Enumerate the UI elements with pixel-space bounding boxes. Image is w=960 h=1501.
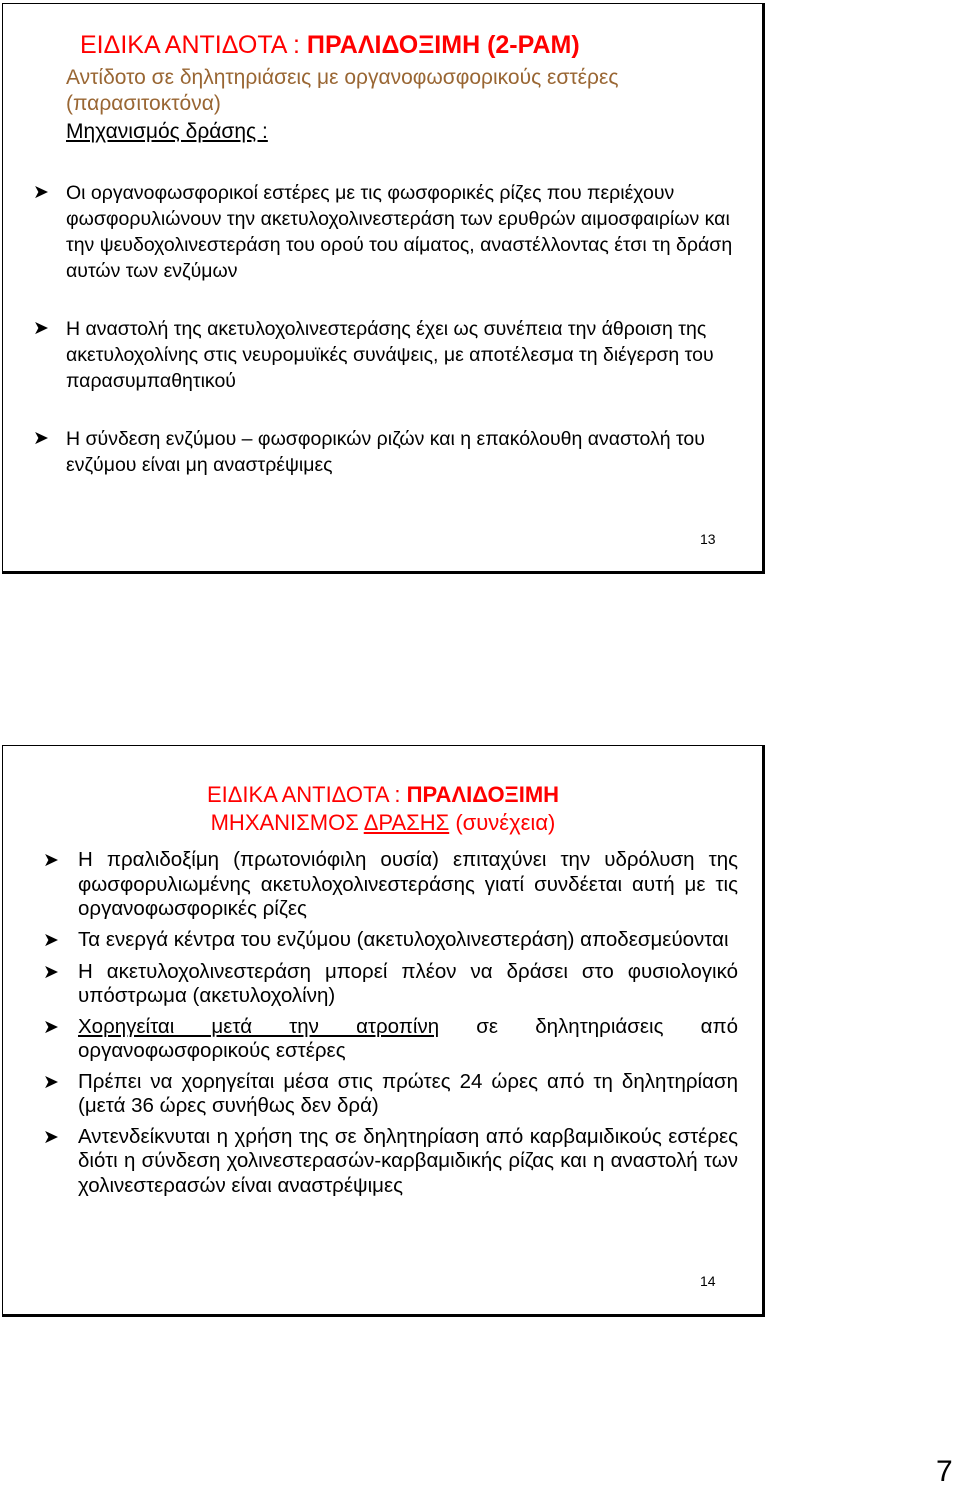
list-item bbox=[43, 848, 738, 922]
bullet-text-underlined: Χορηγείται μετά την ατροπίνη bbox=[78, 1014, 440, 1038]
arrowhead-outline-icon: ➤ bbox=[33, 182, 49, 203]
list-item bbox=[43, 928, 738, 954]
slide-14 bbox=[2, 745, 765, 1317]
arrowhead-outline-icon: ➤ bbox=[43, 1071, 59, 1093]
list-item bbox=[33, 180, 743, 284]
document-page-number: 7 bbox=[936, 1455, 953, 1488]
bullet-text: Τα ενεργά κέντρα του ενζύμου (ακετυλοχολινεστεράση) αποδεσμεύονται bbox=[78, 927, 729, 951]
bullet-text: Η αναστολή της ακετυλοχολινεστεράσης έχει ως συνέπεια την άθροιση της ακετυλοχολίνης στις νευρομυϊκές συνάψεις, με αποτέλεσμα τη διέγερση του παρασυμπαθητικού bbox=[66, 318, 714, 392]
arrowhead-outline-icon: ➤ bbox=[33, 428, 49, 449]
list-item bbox=[43, 1070, 738, 1119]
arrowhead-outline-icon: ➤ bbox=[43, 1126, 59, 1148]
bullet-text bbox=[78, 1015, 738, 1064]
list-item bbox=[33, 316, 743, 394]
bullet-text: Η πραλιδοξίμη (πρωτονιόφιλη ουσία) επιταχύνει την υδρόλυση της φωσφορυλιωμένης ακετυλοχολινεστεράσης γιατί συνδέεται αυτή με τις οργανοφωσφορικές ρίζες bbox=[78, 848, 738, 920]
arrowhead-outline-icon: ➤ bbox=[43, 850, 59, 871]
bullet-list bbox=[43, 848, 738, 1198]
slide-title-line2-b: ΔΡΑΣΗΣ bbox=[363, 810, 450, 835]
list-item bbox=[43, 1015, 738, 1064]
slide-title-line1 bbox=[3, 781, 763, 809]
slide-page-number: 14 bbox=[700, 1273, 716, 1289]
slide-title-prefix: ΕΙΔΙΚΑ ΑΝΤΙΔΟΤΑ : bbox=[206, 782, 407, 807]
mechanism-label: Μηχανισμός δράσης : bbox=[66, 120, 268, 143]
arrowhead-outline-icon: ➤ bbox=[43, 1016, 59, 1038]
arrowhead-outline-icon: ➤ bbox=[43, 929, 59, 951]
slide-title bbox=[3, 781, 763, 837]
bullet-text-rest: σε δηλητηριάσεις από οργανοφωσφορικούς εστέρες bbox=[78, 1014, 738, 1062]
bullet-text: Η ακετυλοχολινεστεράση μπορεί πλέον να δράσει στο φυσιολογικό υπόστρωμα (ακετυλοχολίνη) bbox=[78, 959, 738, 1007]
bullet-text: Η σύνδεση ενζύμου – φωσφορικών ριζών και η επακόλουθη αναστολή του ενζύμου είναι μη αναστρέψιμες bbox=[66, 428, 705, 476]
bullet-text: Οι οργανοφωσφορικοί εστέρες με τις φωσφορικές ρίζες που περιέχουν φωσφορυλιώνουν την ακετυλοχολινεστεράση των ερυθρών αιμοσφαιρίων και την ψευδοχολινεστεράση του ορού του αίματος, αναστέλλοντας έτσι τη δράση αυτών των ενζύμων bbox=[66, 182, 733, 282]
list-item bbox=[43, 960, 738, 1009]
slide-title bbox=[80, 30, 740, 60]
arrowhead-outline-icon: ➤ bbox=[43, 961, 59, 983]
arrowhead-outline-icon: ➤ bbox=[33, 318, 49, 339]
slide-title-line2-a: ΜΗΧΑΝΙΣΜΟΣ bbox=[210, 810, 364, 835]
slide-subtitle: Αντίδοτο σε δηλητηριάσεις με οργανοφωσφορικούς εστέρες (παρασιτοκτόνα) bbox=[66, 66, 619, 115]
slide-title-drug: ΠΡΑΛΙΔΟΞΙΜΗ (2-PAM) bbox=[306, 31, 580, 59]
slide-title-prefix: ΕΙΔΙΚΑ ΑΝΤΙΔΟΤΑ : bbox=[80, 31, 307, 59]
slide-page-number: 13 bbox=[700, 531, 716, 547]
list-item bbox=[43, 1125, 738, 1199]
list-item bbox=[33, 426, 743, 478]
slide-title-line2-c: (συνέχεια) bbox=[449, 810, 556, 835]
bullet-text: Πρέπει να χορηγείται μέσα στις πρώτες 24 ώρες από τη δηλητηρίαση (μετά 36 ώρες συνήθως δεν δρά) bbox=[78, 1069, 738, 1117]
slide-title-line2 bbox=[3, 809, 763, 837]
bullet-text: Αντενδείκνυται η χρήση της σε δηλητηρίαση από καρβαμιδικούς εστέρες διότι η σύνδεση χολινεστερασών-καρβαμιδικής ρίζας και η αναστολή των χολινεστερασών είναι αναστρέψιμες bbox=[78, 1124, 738, 1197]
bullet-list bbox=[33, 180, 743, 478]
slide-title-drug: ΠΡΑΛΙΔΟΞΙΜΗ bbox=[406, 782, 560, 807]
slide-13 bbox=[2, 3, 765, 574]
